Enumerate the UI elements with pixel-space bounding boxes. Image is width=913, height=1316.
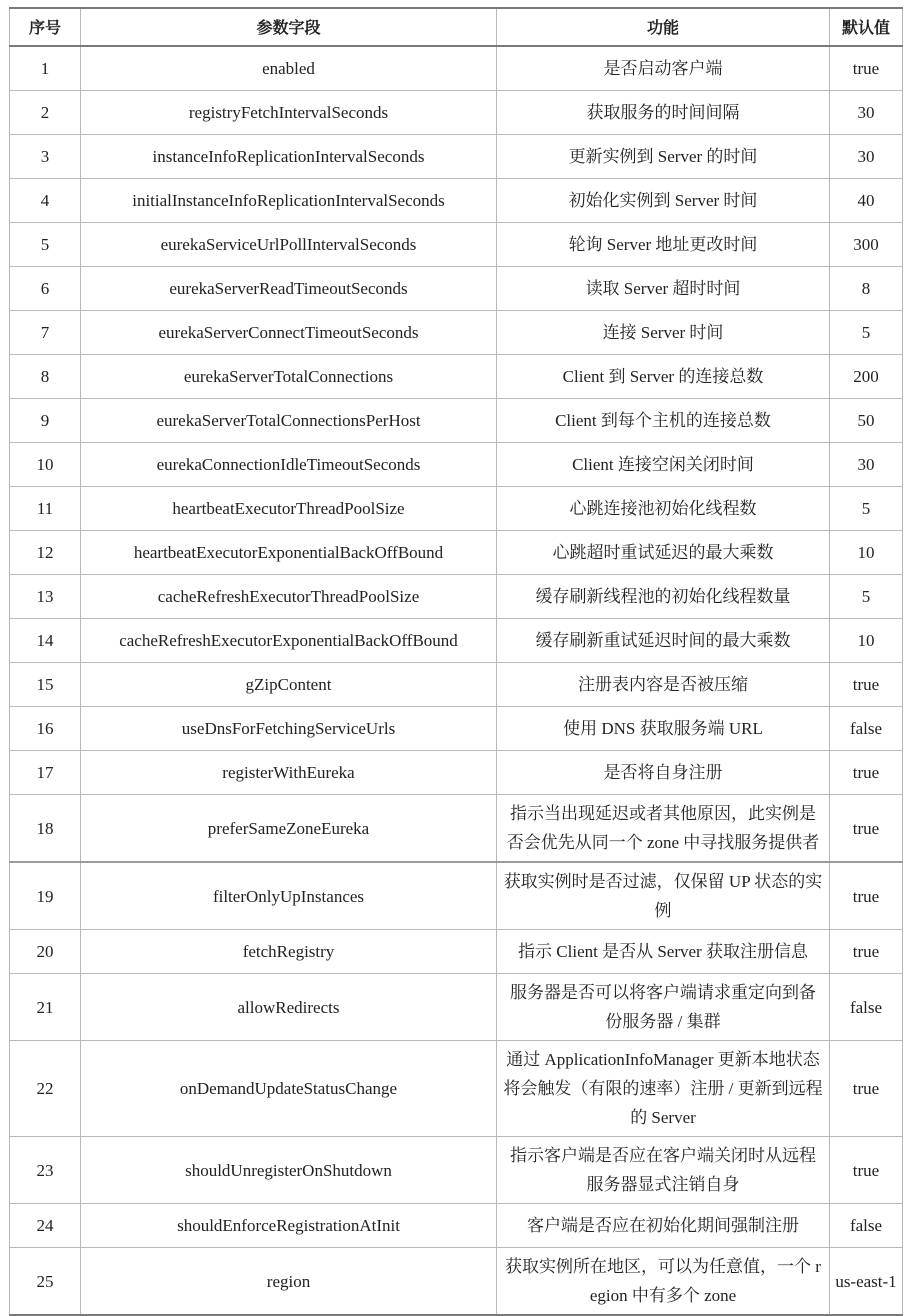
table-row	[10, 751, 903, 795]
param-field: cacheRefreshExecutorExponentialBackOffBound	[81, 619, 497, 663]
row-index: 20	[10, 930, 81, 974]
table-row	[10, 619, 903, 663]
row-index: 2	[10, 91, 81, 135]
param-field: filterOnlyUpInstances	[81, 862, 497, 930]
table-row	[10, 46, 903, 91]
table-row	[10, 795, 903, 863]
default-value: true	[830, 930, 903, 974]
function-desc: 指示当出现延迟或者其他原因，此实例是否会优先从同一个 zone 中寻找服务提供者	[497, 795, 830, 863]
param-field: gZipContent	[81, 663, 497, 707]
row-index: 18	[10, 795, 81, 863]
default-value: us-east-1	[830, 1248, 903, 1316]
function-desc: 心跳连接池初始化线程数	[497, 487, 830, 531]
header-default: 默认值	[830, 8, 903, 46]
row-index: 17	[10, 751, 81, 795]
param-field: eurekaServiceUrlPollIntervalSeconds	[81, 223, 497, 267]
table-header	[10, 8, 903, 46]
default-value: 40	[830, 179, 903, 223]
function-desc: Client 到每个主机的连接总数	[497, 399, 830, 443]
row-index: 22	[10, 1041, 81, 1137]
default-value: 300	[830, 223, 903, 267]
default-value: 30	[830, 443, 903, 487]
table-row	[10, 311, 903, 355]
table-row	[10, 707, 903, 751]
default-value: true	[830, 862, 903, 930]
function-desc: 指示客户端是否应在客户端关闭时从远程服务器显式注销自身	[497, 1137, 830, 1204]
default-value: 10	[830, 619, 903, 663]
row-index: 16	[10, 707, 81, 751]
table-row	[10, 443, 903, 487]
param-field: allowRedirects	[81, 974, 497, 1041]
default-value: 5	[830, 311, 903, 355]
table-row	[10, 1248, 903, 1316]
default-value: false	[830, 974, 903, 1041]
default-value: 8	[830, 267, 903, 311]
table-row	[10, 531, 903, 575]
param-field: useDnsForFetchingServiceUrls	[81, 707, 497, 751]
row-index: 10	[10, 443, 81, 487]
param-field: eurekaConnectionIdleTimeoutSeconds	[81, 443, 497, 487]
function-desc: 客户端是否应在初始化期间强制注册	[497, 1204, 830, 1248]
table-row	[10, 974, 903, 1041]
function-desc: 连接 Server 时间	[497, 311, 830, 355]
param-field: registryFetchIntervalSeconds	[81, 91, 497, 135]
param-field: region	[81, 1248, 497, 1316]
default-value: 30	[830, 91, 903, 135]
default-value: true	[830, 46, 903, 91]
function-desc: 心跳超时重试延迟的最大乘数	[497, 531, 830, 575]
function-desc: 通过 ApplicationInfoManager 更新本地状态将会触发（有限的速率）注册 / 更新到远程的 Server	[497, 1041, 830, 1137]
row-index: 14	[10, 619, 81, 663]
param-field: registerWithEureka	[81, 751, 497, 795]
row-index: 13	[10, 575, 81, 619]
function-desc: Client 连接空闲关闭时间	[497, 443, 830, 487]
default-value: true	[830, 751, 903, 795]
param-field: eurekaServerConnectTimeoutSeconds	[81, 311, 497, 355]
default-value: 50	[830, 399, 903, 443]
row-index: 11	[10, 487, 81, 531]
function-desc: 轮询 Server 地址更改时间	[497, 223, 830, 267]
row-index: 21	[10, 974, 81, 1041]
header-index: 序号	[10, 8, 81, 46]
default-value: 200	[830, 355, 903, 399]
param-field: cacheRefreshExecutorThreadPoolSize	[81, 575, 497, 619]
header-field: 参数字段	[81, 8, 497, 46]
config-table-container	[9, 7, 902, 1316]
row-index: 25	[10, 1248, 81, 1316]
table-row	[10, 399, 903, 443]
function-desc: 初始化实例到 Server 时间	[497, 179, 830, 223]
eureka-client-config-table	[9, 7, 903, 1316]
function-desc: 读取 Server 超时时间	[497, 267, 830, 311]
default-value: 5	[830, 487, 903, 531]
default-value: true	[830, 663, 903, 707]
table-row	[10, 355, 903, 399]
function-desc: 服务器是否可以将客户端请求重定向到备份服务器 / 集群	[497, 974, 830, 1041]
table-row	[10, 1204, 903, 1248]
default-value: false	[830, 1204, 903, 1248]
function-desc: 更新实例到 Server 的时间	[497, 135, 830, 179]
row-index: 7	[10, 311, 81, 355]
param-field: shouldEnforceRegistrationAtInit	[81, 1204, 497, 1248]
row-index: 12	[10, 531, 81, 575]
default-value: false	[830, 707, 903, 751]
row-index: 23	[10, 1137, 81, 1204]
table-body	[10, 46, 903, 1315]
default-value: true	[830, 1041, 903, 1137]
param-field: eurekaServerTotalConnectionsPerHost	[81, 399, 497, 443]
header-function: 功能	[497, 8, 830, 46]
default-value: 10	[830, 531, 903, 575]
function-desc: 获取服务的时间间隔	[497, 91, 830, 135]
param-field: initialInstanceInfoReplicationIntervalSeconds	[81, 179, 497, 223]
row-index: 5	[10, 223, 81, 267]
default-value: true	[830, 795, 903, 863]
function-desc: 是否将自身注册	[497, 751, 830, 795]
table-row	[10, 930, 903, 974]
table-row	[10, 487, 903, 531]
header-row	[10, 8, 903, 46]
function-desc: 使用 DNS 获取服务端 URL	[497, 707, 830, 751]
default-value: 30	[830, 135, 903, 179]
default-value: true	[830, 1137, 903, 1204]
table-row	[10, 1041, 903, 1137]
function-desc: Client 到 Server 的连接总数	[497, 355, 830, 399]
function-desc: 指示 Client 是否从 Server 获取注册信息	[497, 930, 830, 974]
param-field: eurekaServerTotalConnections	[81, 355, 497, 399]
row-index: 6	[10, 267, 81, 311]
param-field: heartbeatExecutorExponentialBackOffBound	[81, 531, 497, 575]
param-field: eurekaServerReadTimeoutSeconds	[81, 267, 497, 311]
table-row	[10, 179, 903, 223]
function-desc: 缓存刷新重试延迟时间的最大乘数	[497, 619, 830, 663]
table-row	[10, 135, 903, 179]
param-field: enabled	[81, 46, 497, 91]
row-index: 19	[10, 862, 81, 930]
default-value: 5	[830, 575, 903, 619]
function-desc: 是否启动客户端	[497, 46, 830, 91]
function-desc: 缓存刷新线程池的初始化线程数量	[497, 575, 830, 619]
param-field: shouldUnregisterOnShutdown	[81, 1137, 497, 1204]
table-row	[10, 575, 903, 619]
table-row	[10, 862, 903, 930]
param-field: preferSameZoneEureka	[81, 795, 497, 863]
row-index: 9	[10, 399, 81, 443]
row-index: 15	[10, 663, 81, 707]
row-index: 3	[10, 135, 81, 179]
table-row	[10, 663, 903, 707]
function-desc: 获取实例时是否过滤，仅保留 UP 状态的实例	[497, 862, 830, 930]
table-row	[10, 223, 903, 267]
param-field: fetchRegistry	[81, 930, 497, 974]
table-row	[10, 267, 903, 311]
row-index: 4	[10, 179, 81, 223]
row-index: 24	[10, 1204, 81, 1248]
table-row	[10, 91, 903, 135]
row-index: 8	[10, 355, 81, 399]
row-index: 1	[10, 46, 81, 91]
param-field: heartbeatExecutorThreadPoolSize	[81, 487, 497, 531]
param-field: instanceInfoReplicationIntervalSeconds	[81, 135, 497, 179]
function-desc: 获取实例所在地区，可以为任意值，一个 region 中有多个 zone	[497, 1248, 830, 1316]
function-desc: 注册表内容是否被压缩	[497, 663, 830, 707]
table-row	[10, 1137, 903, 1204]
param-field: onDemandUpdateStatusChange	[81, 1041, 497, 1137]
